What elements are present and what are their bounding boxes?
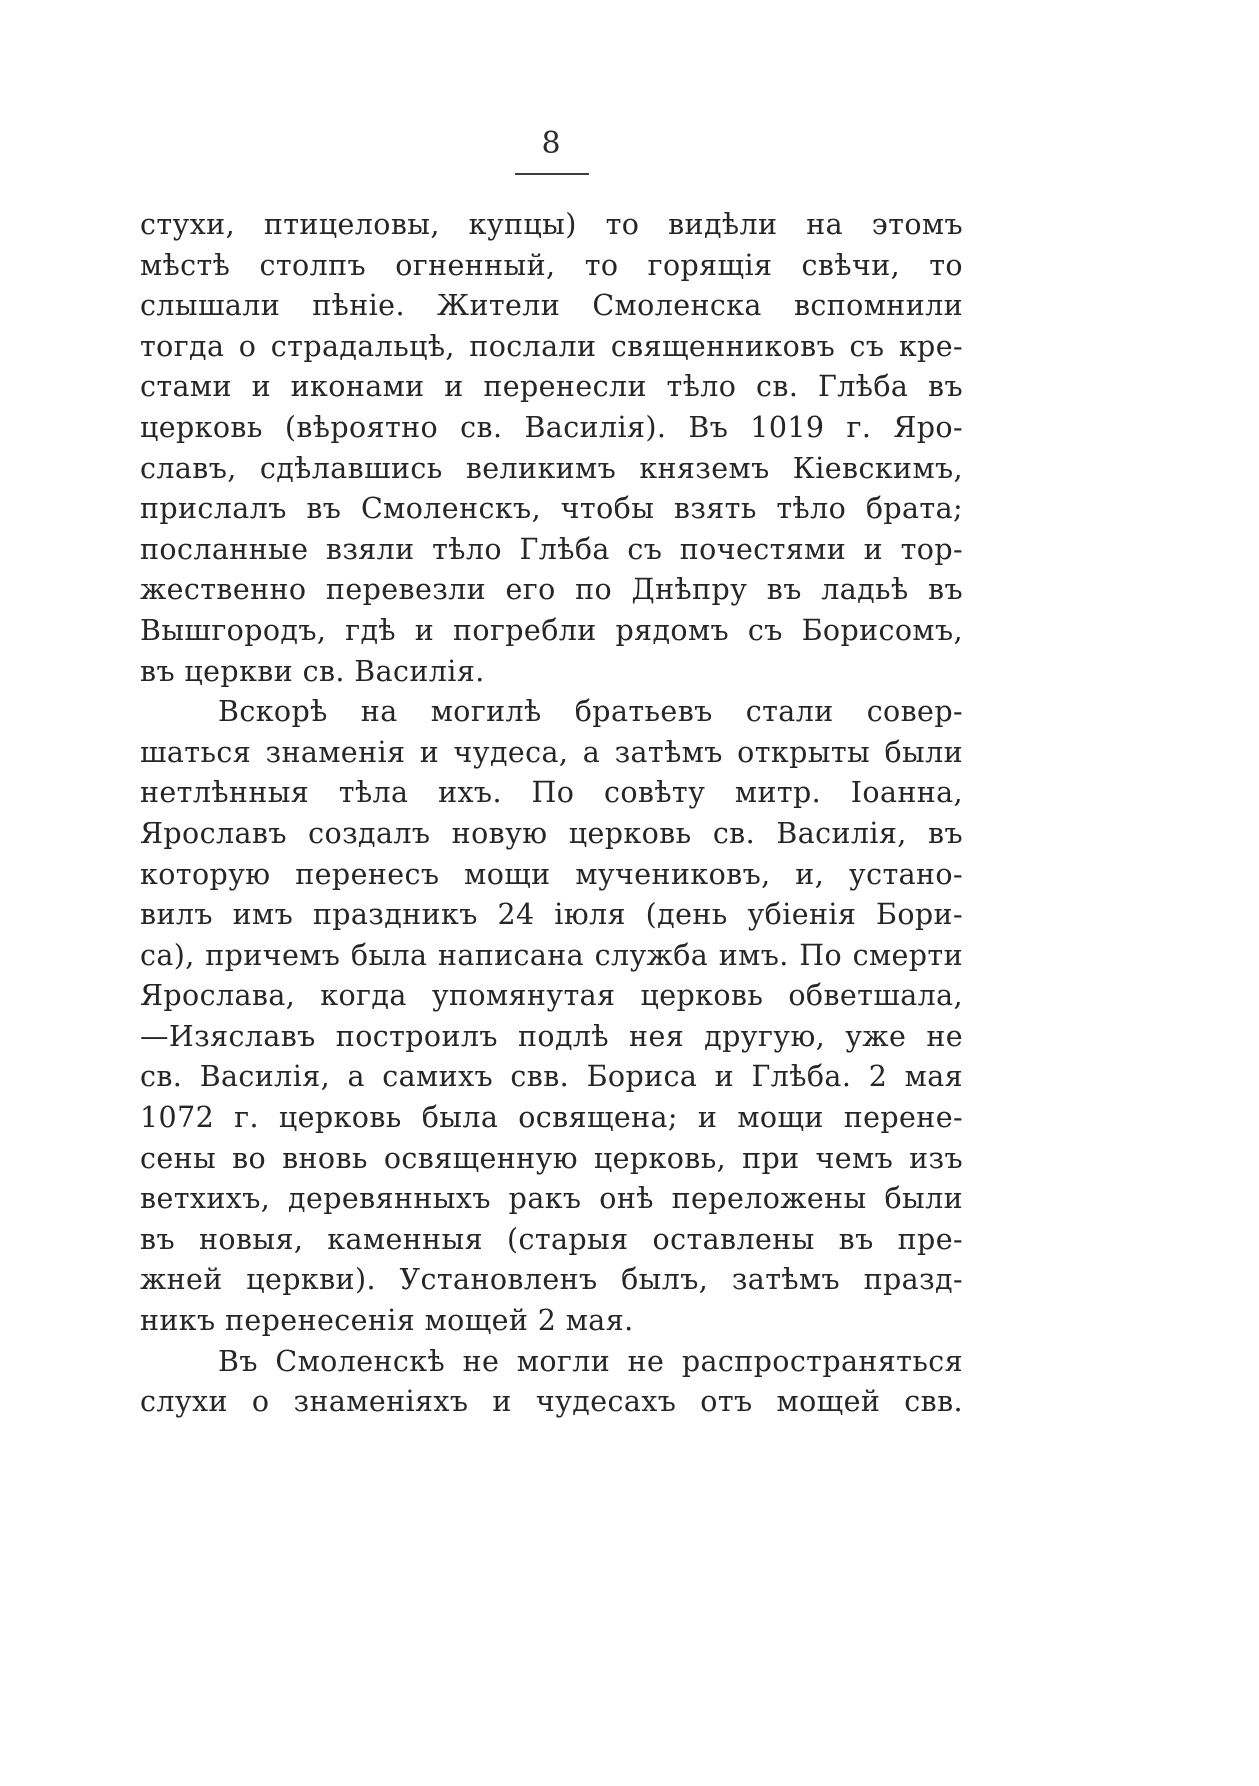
- page-number-rule: [515, 173, 589, 175]
- text-line: са), причемъ была написана служба имъ. По смерти: [140, 938, 963, 972]
- text-line: въ церкви св. Василія.: [140, 654, 485, 688]
- text-line: ветхихъ, деревянныхъ ракъ онѣ переложены были: [140, 1182, 963, 1216]
- text-line: которую перенесъ мощи мучениковъ, и, устано-: [140, 857, 963, 891]
- paragraph: [140, 205, 963, 692]
- text-line: шаться знаменія и чудеса, а затѣмъ открыты были: [140, 735, 963, 769]
- text-line: вилъ имъ праздникъ 24 іюля (день убіенія Бори-: [140, 898, 963, 932]
- text-line: славъ, сдѣлавшись великимъ княземъ Кіевскимъ,: [140, 451, 963, 485]
- text-block: [140, 205, 963, 1423]
- text-line: слухи о знаменіяхъ и чудесахъ отъ мощей свв.: [140, 1385, 963, 1419]
- text-line: Въ Смоленскѣ не могли не распространяться: [218, 1344, 963, 1378]
- text-line: мѣстѣ столпъ огненный, то горящія свѣчи, то: [140, 248, 963, 282]
- paragraph: [140, 1342, 963, 1423]
- text-line: въ новыя, каменныя (старыя оставлены въ пре-: [140, 1222, 963, 1256]
- text-line: жней церкви). Установленъ былъ, затѣмъ празд-: [140, 1263, 963, 1297]
- text-line: посланные взяли тѣло Глѣба съ почестями и тор-: [140, 532, 963, 566]
- page-number: 8: [541, 126, 562, 161]
- text-line: стами и иконами и перенесли тѣло св. Глѣба въ: [140, 370, 963, 404]
- text-line: стухи, птицеловы, купцы) то видѣли на этомъ: [140, 208, 963, 241]
- text-line: Ярослава, когда упомянутая церковь обветшала,: [140, 979, 963, 1013]
- text-line: 1072 г. церковь была освящена; и мощи перене-: [140, 1101, 963, 1135]
- text-line: нетлѣнныя тѣла ихъ. По совѣту митр. Іоанна,: [140, 776, 963, 810]
- text-line: церковь (вѣроятно св. Василія). Въ 1019 г. Яро-: [140, 410, 963, 444]
- text-line: Вышгородъ, гдѣ и погребли рядомъ съ Борисомъ,: [140, 613, 963, 647]
- text-line: Ярославъ создалъ новую церковь св. Василія, въ: [140, 816, 963, 850]
- text-line: —Изяславъ построилъ подлѣ нея другую, уже не: [140, 1019, 963, 1053]
- text-line: св. Василія, а самихъ свв. Бориса и Глѣба. 2 мая: [140, 1060, 963, 1094]
- text-line: слышали пѣніе. Жители Смоленска вспомнили: [140, 289, 963, 323]
- text-line: прислалъ въ Смоленскъ, чтобы взять тѣло брата;: [140, 492, 963, 526]
- text-line: Вскорѣ на могилѣ братьевъ стали совер-: [218, 695, 963, 729]
- text-line: сены во вновь освященную церковь, при чемъ изъ: [140, 1141, 963, 1175]
- text-line: жественно перевезли его по Днѣпру въ ладьѣ въ: [140, 573, 963, 607]
- paragraph: [140, 692, 963, 1342]
- text-line: тогда о страдальцѣ, послали священниковъ съ кре-: [140, 329, 963, 363]
- text-line: никъ перенесенія мощей 2 мая.: [140, 1304, 634, 1338]
- page-header: [140, 126, 963, 175]
